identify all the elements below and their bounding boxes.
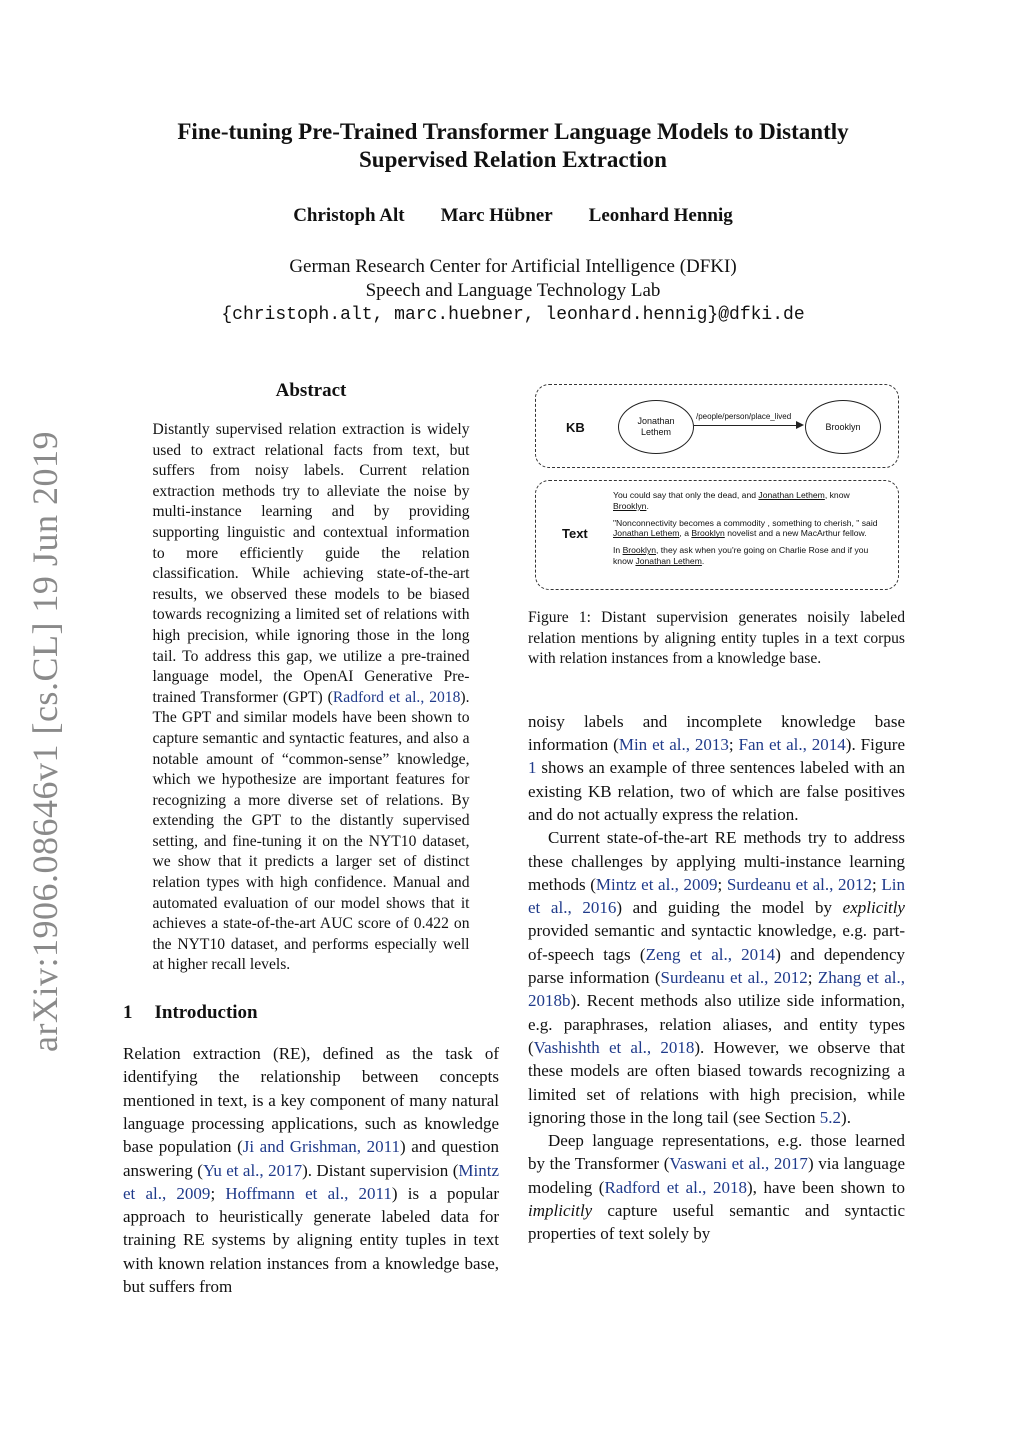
sentence-3 xyxy=(613,545,885,567)
citation-link[interactable]: Radford et al., 2018 xyxy=(604,1177,747,1197)
author-emails: {christoph.alt, marc.huebner, leonhard.hennig}@dfki.de xyxy=(221,305,805,325)
author-3: Leonhard Hennig xyxy=(588,205,733,226)
author-list xyxy=(120,205,906,227)
sentence-part: You could say that only the dead, and xyxy=(613,490,759,500)
text-part: ), have been shown to xyxy=(746,1177,905,1197)
sentence-part: , know xyxy=(824,490,850,500)
emphasis: implicitly xyxy=(528,1201,593,1221)
citation-link[interactable]: Vashishth et al., 2018 xyxy=(533,1037,695,1057)
arxiv-stamp: arXiv:1906.08646v1 [cs.CL] 19 Jun 2019 xyxy=(25,431,65,1052)
right-column xyxy=(528,384,905,1246)
paragraph xyxy=(528,710,905,826)
relation-label: /people/person/place_lived xyxy=(696,412,792,421)
entity-mention: Brooklyn xyxy=(691,528,725,539)
text-part: ; xyxy=(872,874,882,894)
text-part: ). xyxy=(841,1107,851,1127)
citation-link[interactable]: Mintz et al., 2009 xyxy=(595,874,718,894)
sentence-part: , they ask when you're going on Charlie Rose and if you know xyxy=(613,545,869,566)
sentence-part: . xyxy=(646,500,649,511)
intro-part: Relation extraction (RE), defined as the task of identifying the relationship between concepts mentioned in text, is a key component of many natural language processing applications, such as knowledge base population ( xyxy=(123,1044,499,1157)
citation-link[interactable]: Fan et al., 2014 xyxy=(738,735,846,755)
text-part: ) via language modeling ( xyxy=(528,1154,905,1197)
text-part: ) and dependency parse information ( xyxy=(528,944,906,988)
citation-link[interactable]: Radford et al., 2018 xyxy=(332,688,461,706)
citation-link[interactable]: Surdeanu et al., 2012 xyxy=(726,874,872,894)
sentence-part: "Nonconnectivity becomes a commodity , something to cherish, " said xyxy=(613,517,878,528)
sentence-2 xyxy=(613,518,885,540)
title-line-2: Supervised Relation Extraction xyxy=(359,147,667,172)
text-part: ). Figure xyxy=(845,735,905,755)
relation-arrow xyxy=(694,425,802,426)
entity-node-jonathan-lethem xyxy=(618,400,694,454)
title-line-1: Fine-tuning Pre-Trained Transformer Language Models to Distantly xyxy=(177,119,849,144)
sentence-part: In xyxy=(613,545,623,556)
citation-link[interactable]: Yu et al., 2017 xyxy=(202,1160,303,1180)
kb-label: KB xyxy=(566,420,585,435)
text-part: shows an example of three sentences labeled with an existing KB relation, two of which are false positives and do not actually express the relation. xyxy=(528,758,905,824)
entity-mention: Brooklyn xyxy=(622,545,656,556)
citation-link[interactable]: Mintz et al., 2009 xyxy=(123,1160,499,1203)
citation-link[interactable]: Ji and Grishman, 2011 xyxy=(242,1137,401,1157)
citation-link[interactable]: Surdeanu et al., 2012 xyxy=(660,968,808,988)
text-part: ; xyxy=(717,874,727,894)
text-label: Text xyxy=(562,526,588,541)
sentence-1 xyxy=(613,490,885,512)
entity-mention: Brooklyn xyxy=(613,500,647,511)
example-sentences xyxy=(613,490,885,573)
citation-link[interactable]: Min et al., 2013 xyxy=(618,735,729,755)
intro-part: ) and question answering ( xyxy=(123,1137,499,1180)
citation-link[interactable]: Zeng et al., 2014 xyxy=(645,944,776,964)
intro-part: ) is a popular approach to heuristically generate labeled data for training RE systems by aligning entity tuples in text with known relation instances from a knowledge base, but suffers from xyxy=(123,1183,499,1296)
abstract-part: ). The GPT and similar models have been shown to capture semantic and syntactic features, and also a notable amount of “common-sense” knowledge, which we hypothesize are important features for recognizing a more diverse set of relations. By extending the GPT to the distantly supervised setting, and fine-tuning it on the NYT10 dataset, we show that it predicts a larger set of distinct relation types with high confidence. Manual and automated evaluation of our model shows that it achieves a state-of-the-art AUC score of 0.422 on the NYT10 dataset, and performs especially well at higher recall levels. xyxy=(152,688,470,974)
author-2: Marc Hübner xyxy=(440,205,553,226)
node-label: Brooklyn xyxy=(825,421,861,432)
text-part: noisy labels and incomplete knowledge base information ( xyxy=(528,711,905,755)
paper-title xyxy=(120,118,906,174)
sentence-part: novelist and a new MacArthur fellow. xyxy=(724,528,867,539)
affiliation-line-1: German Research Center for Artificial Intelligence (DFKI) xyxy=(289,256,737,277)
section-reference-link[interactable]: 5.2 xyxy=(819,1107,842,1127)
sentence-part: . xyxy=(701,555,705,566)
figure-reference-link[interactable]: 1 xyxy=(528,758,537,778)
text-part: Current state-of-the-art RE methods try to address these challenges by applying multi-instance learning methods ( xyxy=(528,828,905,894)
figure-caption: Figure 1: Distant supervision generates noisily labeled relation mentions by aligning entity tuples in a text corpus with relation instances from a knowledge base. xyxy=(528,609,905,668)
text-part: ; xyxy=(807,968,818,988)
affiliation-block xyxy=(120,255,906,327)
text-part: ). Recent methods also utilize side information, e.g. paraphrases, relation aliases, and entity types ( xyxy=(528,991,905,1057)
citation-link[interactable]: Hoffmann et al., 2011 xyxy=(225,1183,392,1203)
citation-link[interactable]: Lin et al., 2016 xyxy=(528,874,905,918)
text-part: ) and guiding the model by xyxy=(616,898,843,918)
text-part: ). However, we observe that these models are often biased towards recognizing a limited set of relations with high precision, while ignoring those in the long tail (see Section xyxy=(528,1037,905,1127)
abstract-part: Distantly supervised relation extraction is widely used to extract relational facts from text, but suffers from noisy labels. Current relation extraction methods try to alleviate the noise by multi-instance learning and by providing supporting linguistic and contextual information to more efficiently guide the relation classification. While achieving state-of-the-art results, we observed these models to be biased towards recognizing a limited set of relations with high precision, while ignoring those in the long tail. To address this gap, we utilize a pre-trained language model, the OpenAI Generative Pre-trained Transformer (GPT) ( xyxy=(152,421,470,706)
left-column xyxy=(123,380,499,1298)
citation-link[interactable]: Zhang et al., 2018b xyxy=(528,968,905,1011)
section-number: 1 xyxy=(123,1002,133,1024)
entity-mention: Jonathan Lethem xyxy=(635,555,702,566)
affiliation-line-2: Speech and Language Technology Lab xyxy=(365,280,661,301)
paragraph xyxy=(528,826,905,1129)
right-column-text xyxy=(528,710,905,1246)
citation-link[interactable]: Vaswani et al., 2017 xyxy=(669,1154,808,1174)
sentence-part: , a xyxy=(679,528,692,539)
entity-node-brooklyn xyxy=(805,400,881,454)
author-1: Christoph Alt xyxy=(293,205,405,226)
abstract-text xyxy=(153,420,470,976)
node-label: Jonathan Lethem xyxy=(637,416,675,437)
entity-mention: Jonathan Lethem xyxy=(758,490,825,500)
section-title: Introduction xyxy=(154,1002,258,1024)
abstract-heading: Abstract xyxy=(275,380,347,401)
text-part: Deep language representations, e.g. those learned by the Transformer ( xyxy=(528,1131,905,1174)
entity-mention: Jonathan Lethem xyxy=(613,528,680,539)
text-part: capture useful semantic and syntactic properties of text solely by xyxy=(528,1201,905,1244)
section-heading xyxy=(123,1002,499,1024)
text-part: ; xyxy=(728,735,739,755)
intro-part: ; xyxy=(210,1183,226,1203)
figure-1 xyxy=(528,384,905,594)
paragraph xyxy=(528,1129,905,1245)
emphasis: explicitly xyxy=(842,898,905,918)
introduction-text xyxy=(123,1042,499,1298)
text-part: provided semantic and syntactic knowledge, e.g. part-of-speech tags ( xyxy=(528,921,905,964)
intro-part: ). Distant supervision ( xyxy=(302,1160,459,1180)
